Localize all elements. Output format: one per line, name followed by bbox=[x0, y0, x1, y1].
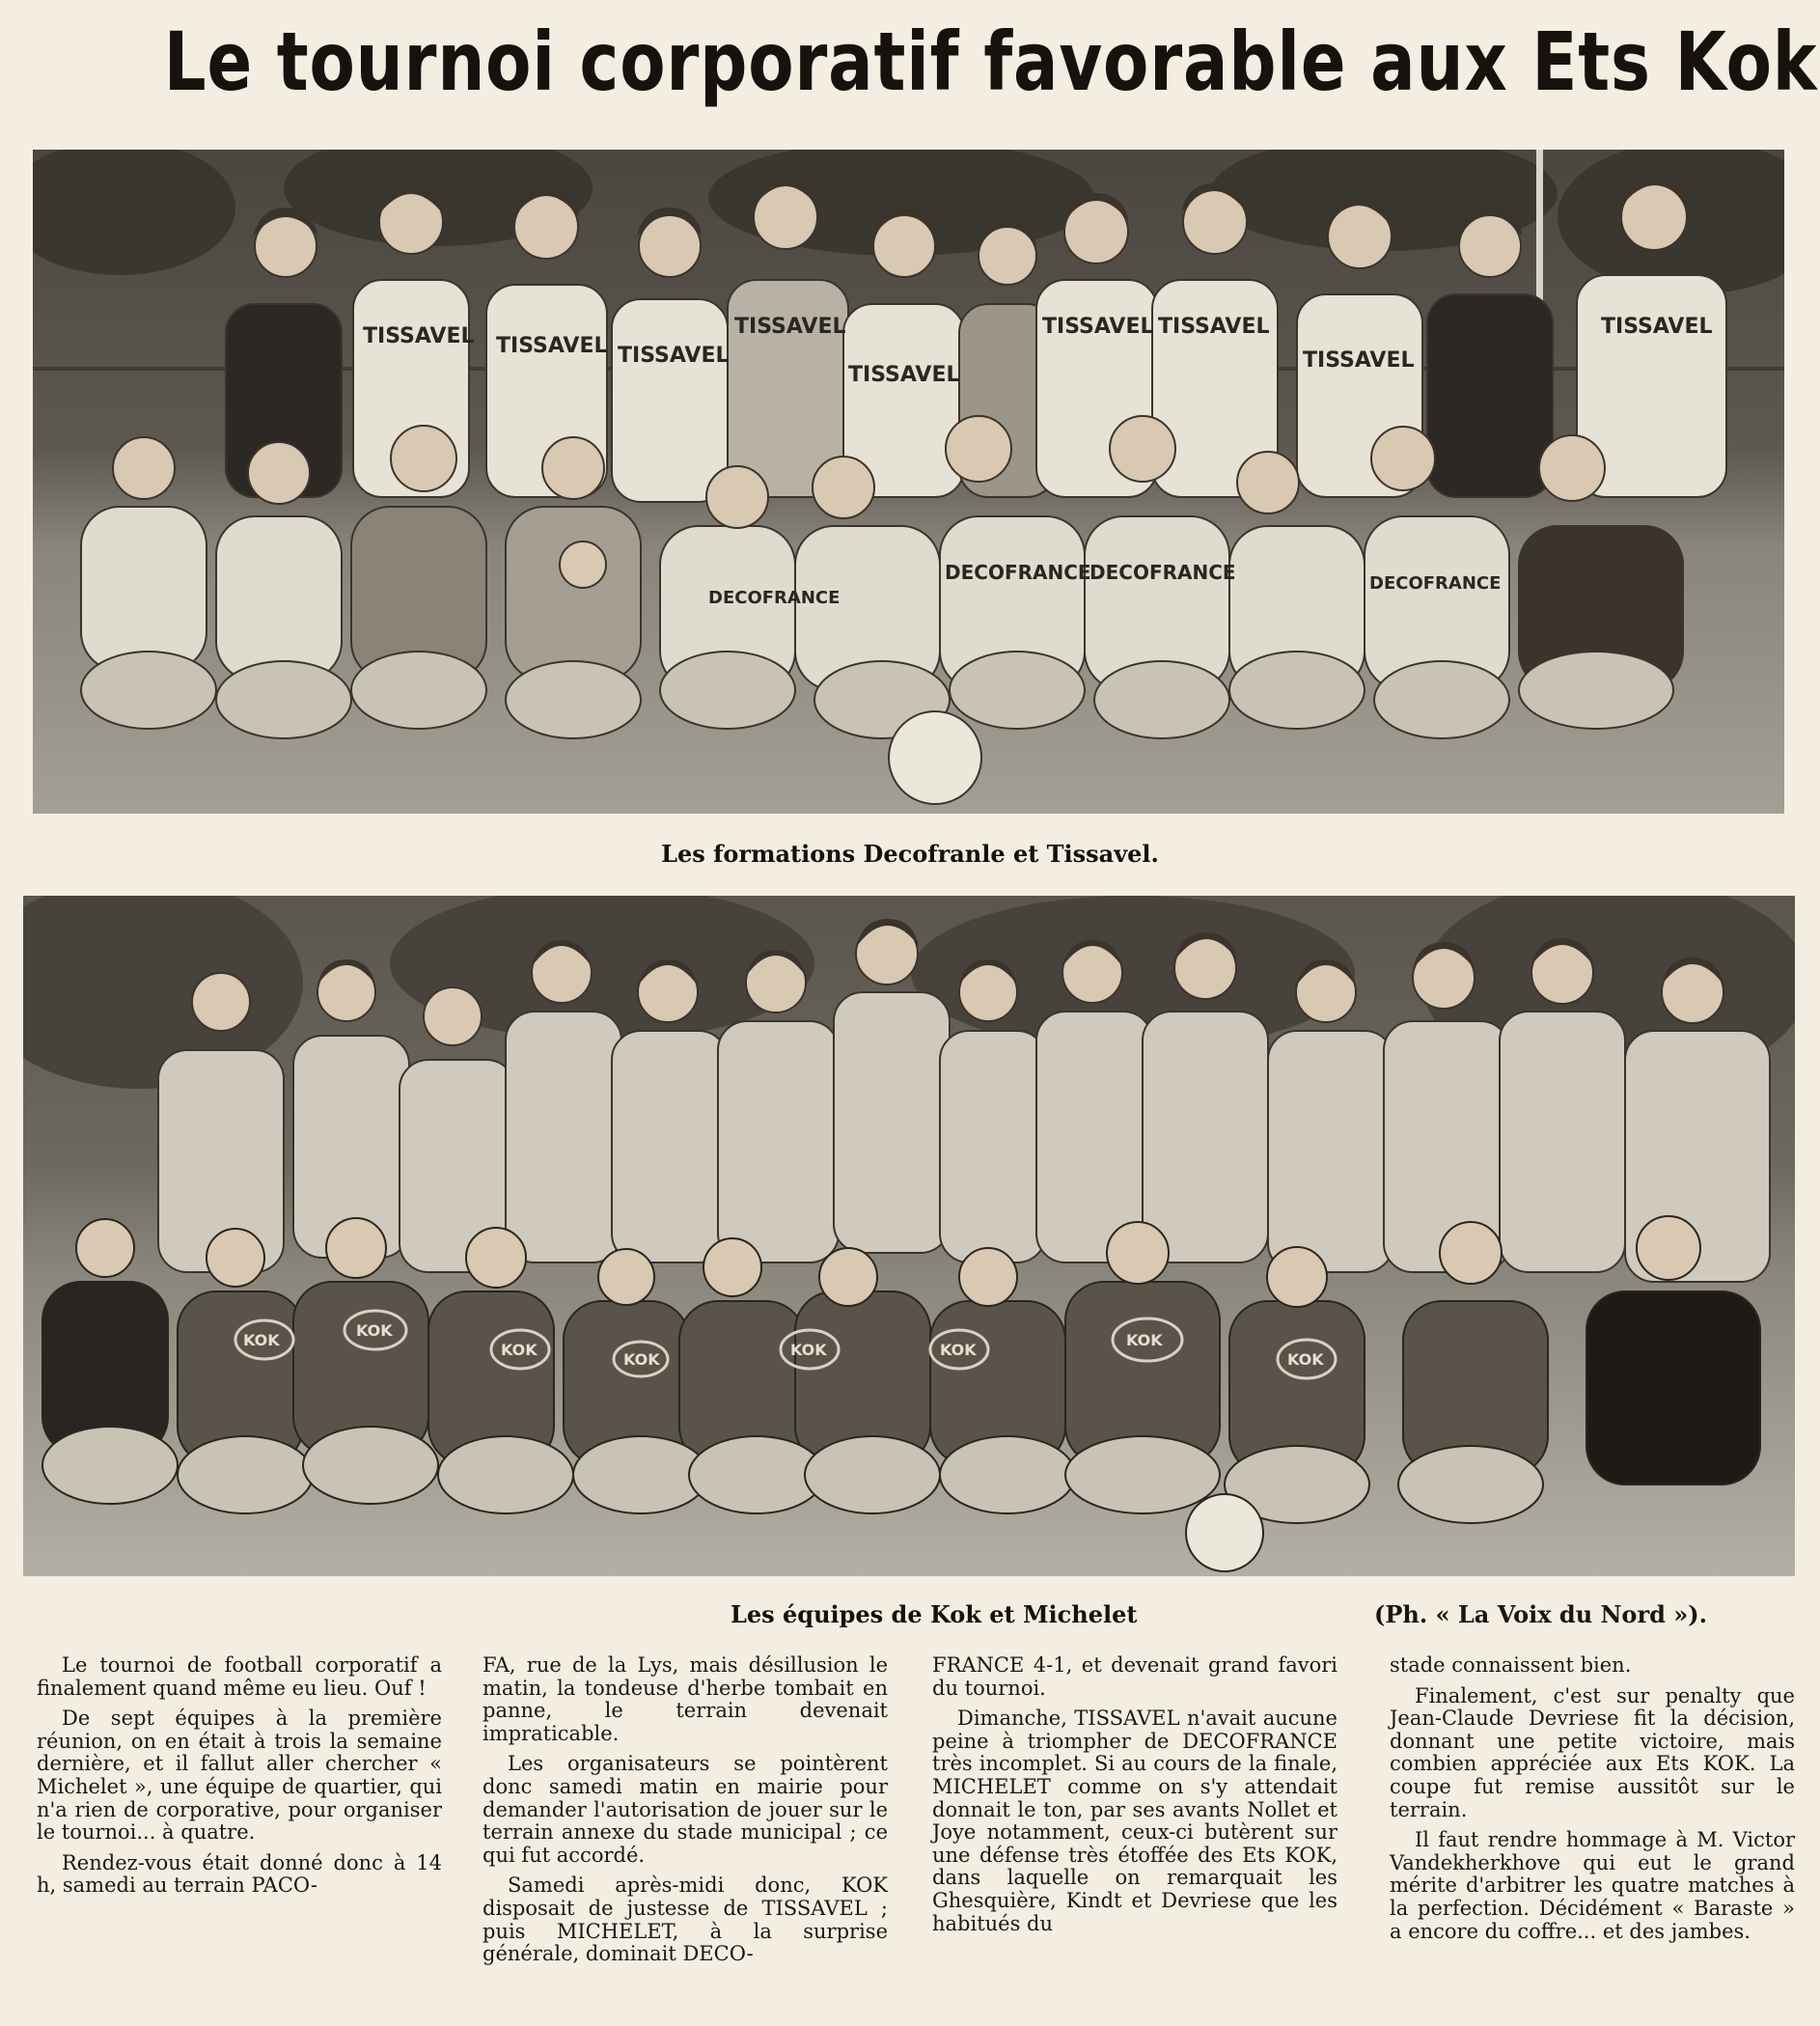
shirt-logo: KOK bbox=[1126, 1331, 1163, 1349]
paragraph: Finalement, c'est sur penalty que Jean-Claude Devriese fit la décision, donnant une petite victoire, mais combien appréciée aux Ets KOK. La coupe fut remise aussitôt sur le terrain. bbox=[1390, 1683, 1795, 1821]
paragraph: stade connaissent bien. bbox=[1390, 1653, 1632, 1677]
shirt-text: TISSAVEL bbox=[1158, 315, 1270, 339]
article-column-4 bbox=[1390, 1654, 1795, 1951]
shirt-logo: KOK bbox=[501, 1341, 538, 1359]
paragraph: Samedi après-midi donc, KOK disposait de justesse de TISSAVEL ; puis MICHELET, à la surprise générale, dominait DECO- bbox=[483, 1873, 888, 1966]
photo-credit: (Ph. « La Voix du Nord »). bbox=[1374, 1600, 1707, 1628]
paragraph: FRANCE 4-1, et devenait grand favori du tournoi. bbox=[932, 1653, 1337, 1700]
paragraph: Dimanche, TISSAVEL n'avait aucune peine à triompher de DECOFRANCE très incomplet. Si au cours de la finale, MICHELET comme on s'y attendait donnait le ton, par ses avants Nollet et Joye notamment, ceux-ci butèrent sur une défense très étoffée des Ets KOK, dans laquelle on remarquait les Ghesquière, Kindt et Devriese que les habitués du bbox=[932, 1707, 1337, 1935]
shirt-logo: KOK bbox=[356, 1321, 393, 1340]
team-photo-decofrance-tissavel bbox=[33, 150, 1784, 814]
paragraph: Rendez-vous était donné donc à 14 h, samedi au terrain PACO- bbox=[37, 1850, 442, 1898]
shirt-logo: KOK bbox=[623, 1350, 660, 1369]
article-column-1 bbox=[37, 1654, 442, 1905]
photo2-caption: Les équipes de Kok et Michelet bbox=[731, 1600, 1138, 1628]
shirt-text: DECOFRANCE bbox=[708, 588, 841, 608]
shirt-text: TISSAVEL bbox=[1303, 348, 1415, 373]
shirt-text: DECOFRANCE bbox=[1369, 573, 1502, 594]
shirt-text: TISSAVEL bbox=[1601, 315, 1713, 339]
paragraph: FA, rue de la Lys, mais désillusion le matin, la tondeuse d'herbe tombait en panne, le terrain devenait impraticable. bbox=[483, 1653, 888, 1745]
shirt-text: TISSAVEL bbox=[848, 363, 960, 387]
article-column-2 bbox=[483, 1654, 888, 1974]
shirt-logo: KOK bbox=[940, 1341, 977, 1359]
shirt-text: DECOFRANCE bbox=[945, 561, 1091, 584]
shirt-text: TISSAVEL bbox=[618, 344, 730, 368]
paragraph: Le tournoi de football corporatif a finalement quand même eu lieu. Ouf ! bbox=[37, 1653, 442, 1700]
shirt-logo: KOK bbox=[790, 1341, 827, 1359]
shirt-text: TISSAVEL bbox=[734, 315, 846, 339]
paragraph: De sept équipes à la première réunion, on en était à trois la semaine dernière, et il fallut aller chercher « Michelet », une équipe de quartier, qui n'a rien de corporative, pour organiser le tournoi... à quatre. bbox=[37, 1707, 442, 1845]
shirt-text: TISSAVEL bbox=[496, 334, 608, 358]
photo1-caption: Les formations Decofranle et Tissavel. bbox=[661, 840, 1159, 868]
article-column-3 bbox=[932, 1654, 1337, 1943]
paragraph: Il faut rendre hommage à M. Victor Vandekherkhove qui eut le grand mérite d'arbitrer les quatre matches à la perfection. Décidément « Baraste » a encore du coffre... et des jambes. bbox=[1390, 1828, 1795, 1943]
shirt-text: TISSAVEL bbox=[363, 324, 475, 348]
shirt-text: DECOFRANCE bbox=[1089, 561, 1236, 584]
paragraph: Les organisateurs se pointèrent donc samedi matin en mairie pour demander l'autorisation de jouer sur le terrain annexe du stade municipal ; ce qui fut accordé. bbox=[483, 1752, 888, 1867]
shirt-text: TISSAVEL bbox=[1042, 315, 1154, 339]
shirt-logo: KOK bbox=[1287, 1350, 1324, 1369]
headline: Le tournoi corporatif favorable aux Ets Kok bbox=[163, 14, 1818, 109]
team-photo-kok-michelet bbox=[23, 896, 1795, 1576]
shirt-logo: KOK bbox=[243, 1331, 280, 1349]
